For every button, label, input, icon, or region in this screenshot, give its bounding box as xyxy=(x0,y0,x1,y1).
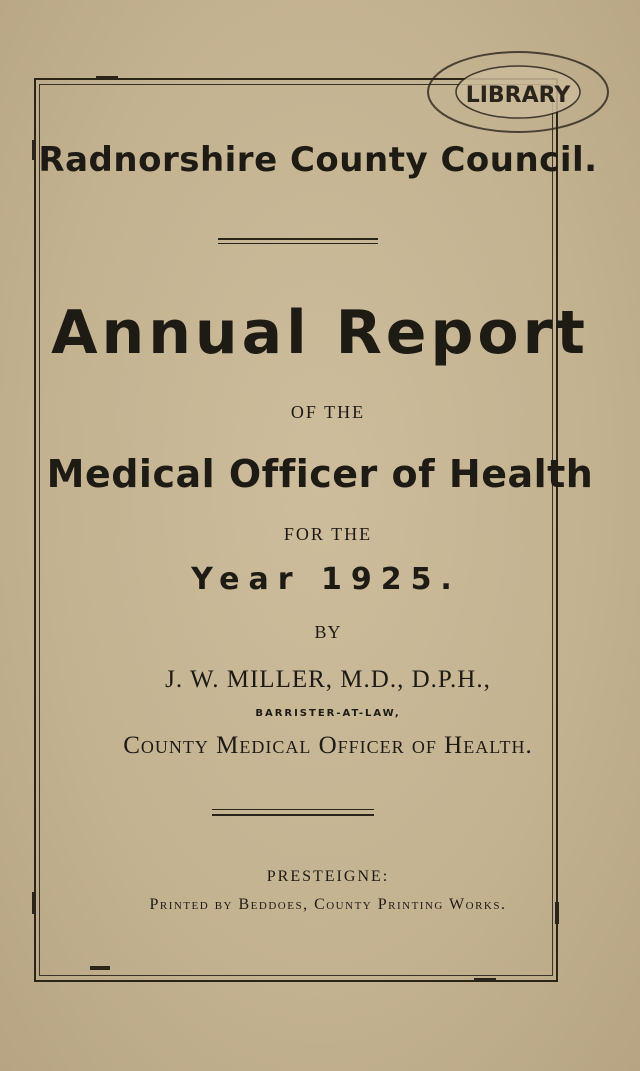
imprint-place: PRESTEIGNE: xyxy=(266,868,390,885)
imprint-printer: Printed by Beddoes, County Printing Works. xyxy=(149,896,507,913)
for-the-line: FOR THE xyxy=(283,524,373,544)
divider-bottom xyxy=(212,814,374,816)
officer-title: Medical Officer of Health xyxy=(46,452,594,496)
border-mark-bottom xyxy=(90,966,110,970)
report-title: Annual Report xyxy=(51,298,589,368)
author-position: County Medical Officer of Health. xyxy=(123,732,533,759)
author-qualification: BARRISTER-AT-LAW, xyxy=(255,708,401,719)
library-stamp xyxy=(418,40,618,150)
by-line: BY xyxy=(314,622,342,642)
divider-top xyxy=(218,238,378,240)
border-mark-top xyxy=(96,76,118,80)
council-name: Radnorshire County Council. xyxy=(38,140,598,180)
author-name: J. W. MILLER, M.D., D.P.H., xyxy=(165,666,491,693)
border-mark-bottom-right xyxy=(474,978,496,982)
report-year: Year 1925. xyxy=(191,562,461,597)
of-the-line: OF THE xyxy=(290,402,366,422)
stamp-text: LIBRARY xyxy=(465,83,571,108)
divider-bottom-thin xyxy=(212,809,374,810)
divider-top-thin xyxy=(218,243,378,244)
